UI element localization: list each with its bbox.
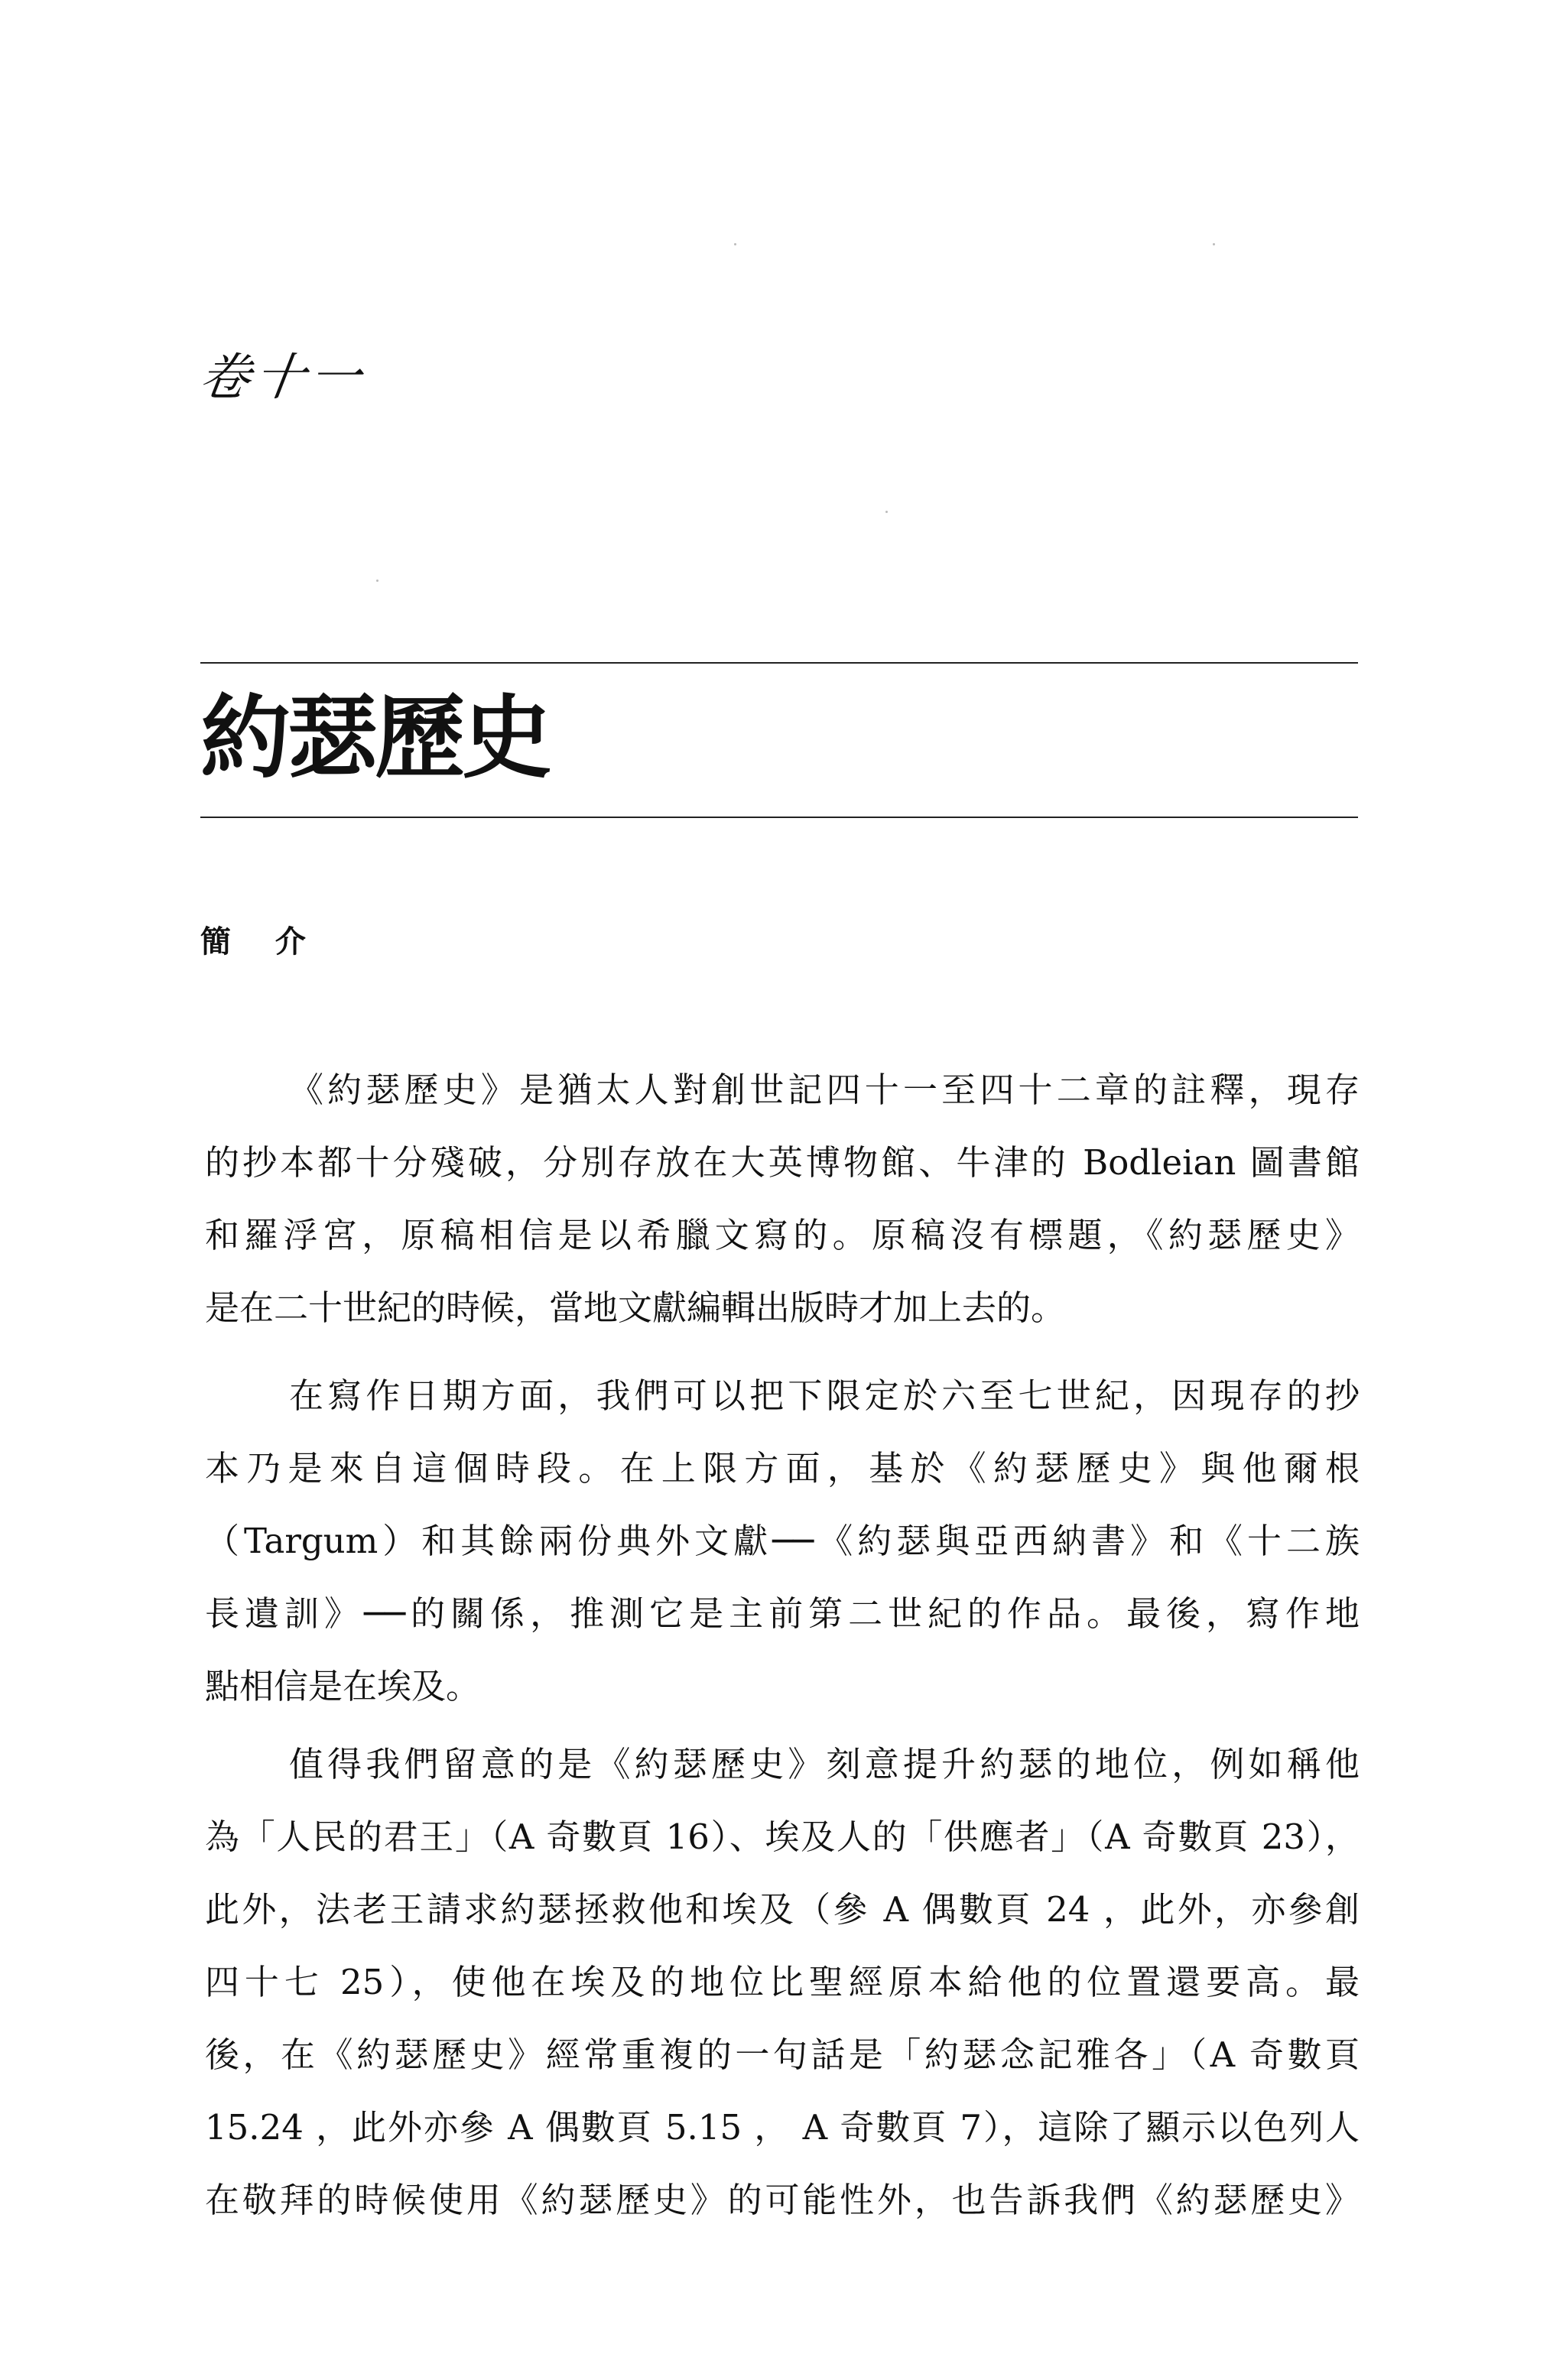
scan-speck [734, 243, 736, 245]
text-line: 本乃是來自這個時段。在上限方面，基於《約瑟歷史》與他爾根 [205, 1448, 1360, 1489]
scan-speck [885, 511, 888, 513]
paragraph-3 [205, 1728, 1360, 2236]
text-line: 此外，法老王請求約瑟拯救他和埃及（參 A 偶數頁 24 ，此外，亦參創 [205, 1889, 1360, 1930]
text-line: 在寫作日期方面，我們可以把下限定於六至七世紀，因現存的抄 [289, 1375, 1360, 1416]
text-line: 和羅浮宮，原稿相信是以希臘文寫的。原稿沒有標題，《約瑟歷史》 [205, 1215, 1360, 1255]
chapter-title: 約瑟歷史 [200, 685, 550, 791]
text-line: 《約瑟歷史》是猶太人對創世記四十一至四十二章的註釋，現存 [289, 1070, 1360, 1110]
volume-label: 卷十一 [195, 348, 369, 407]
text-line: 後，在《約瑟歷史》經常重複的一句話是「約瑟念記雅各」（A 奇數頁 [205, 2034, 1360, 2075]
text-line: 15.24 ，此外亦參 A 偶數頁 5.15 ， A 奇數頁 7），這除了顯示以色列人 [205, 2107, 1360, 2148]
text-line: 點相信是在埃及。 [205, 1666, 481, 1706]
title-top-rule [200, 662, 1358, 664]
text-line: 的抄本都十分殘破，分別存放在大英博物館、牛津的 Bodleian 圖書館 [205, 1142, 1360, 1183]
text-line: 在敬拜的時候使用《約瑟歷史》的可能性外，也告訴我們《約瑟歷史》 [205, 2180, 1360, 2220]
text-line: 為「人民的君王」（A 奇數頁 16）、埃及人的「供應者」（A 奇數頁 23）， [205, 1817, 1360, 1857]
text-line: 值得我們留意的是《約瑟歷史》刻意提升約瑟的地位，例如稱他 [289, 1744, 1360, 1784]
scan-speck [376, 580, 379, 582]
scan-speck [1213, 243, 1215, 245]
section-heading: 簡 介 [200, 924, 323, 959]
text-line: 長遺訓》──的關係，推測它是主前第二世紀的作品。最後，寫作地 [205, 1593, 1360, 1634]
text-line: （Targum）和其餘兩份典外文獻──《約瑟與亞西納書》和《十二族 [205, 1521, 1360, 1561]
paragraph-2 [205, 1359, 1360, 1722]
text-line: 是在二十世紀的時候，當地文獻編輯出版時才加上去的。 [205, 1287, 1066, 1328]
text-line: 四十七 25），使他在埃及的地位比聖經原本給他的位置還要高。最 [205, 1962, 1360, 2002]
paragraph-1 [205, 1054, 1360, 1344]
title-bottom-rule [200, 817, 1358, 818]
